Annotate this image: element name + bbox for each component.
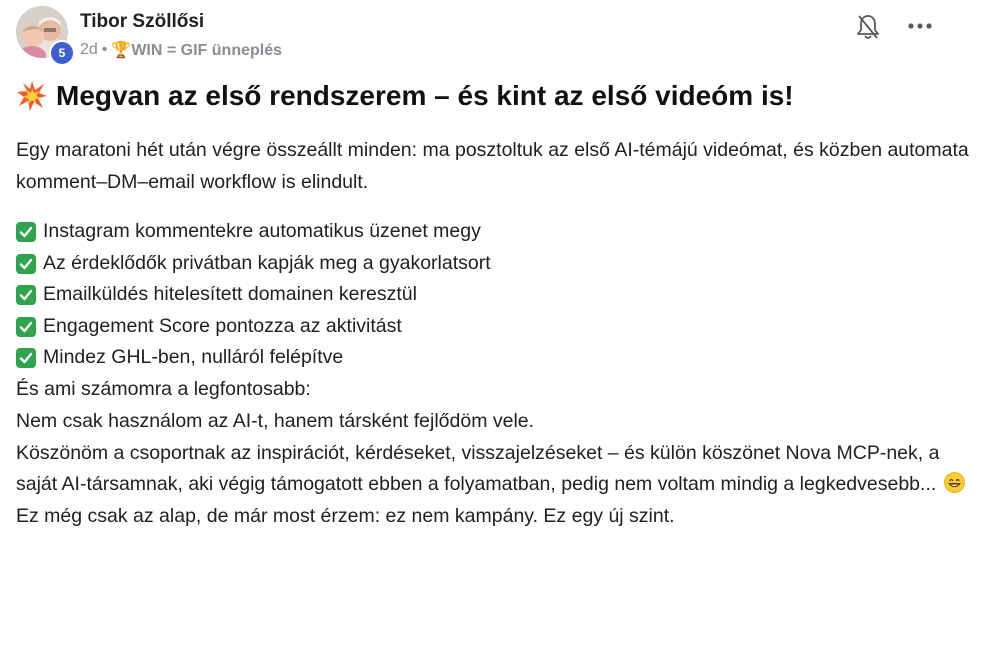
collision-icon — [16, 80, 48, 112]
check-mark-button-icon — [16, 348, 36, 368]
list-item — [16, 311, 976, 343]
list-item-text: Instagram kommentekre automatikus üzenet megy — [43, 220, 481, 243]
closing-paragraph: Ez még csak az alap, de már most érzem: ez nem kampány. Ez egy új szint. — [16, 505, 675, 528]
post-header — [14, 6, 986, 66]
list-item-text: Emailküldés hitelesített domainen keresztül — [43, 283, 417, 306]
post-meta — [80, 40, 282, 60]
meta-separator: • — [101, 41, 108, 58]
check-mark-button-icon — [16, 222, 36, 242]
list-item — [16, 217, 976, 249]
post-title — [16, 80, 794, 112]
highlight-line-1: És ami számomra a legfontosabb: — [16, 378, 311, 401]
check-mark-button-icon — [16, 254, 36, 274]
list-item — [16, 248, 976, 280]
level-badge: 5 — [49, 40, 75, 66]
author-name[interactable]: Tibor Szöllősi — [80, 11, 205, 32]
post-time[interactable]: 2d — [80, 41, 98, 58]
list-item — [16, 280, 976, 312]
more-horizontal-icon[interactable] — [905, 14, 935, 38]
thanks-text: Köszönöm a csoportnak az inspirációt, kérdéseket, visszajelzéseket – és külön köszönet Nova MCP-nek, a saját AI-társamnak, aki végig támogatott ebben a folyamatban, pedig nem voltam mindig a legkedvesebb... — [16, 441, 940, 496]
thanks-paragraph — [16, 438, 976, 502]
checklist — [16, 217, 976, 375]
check-mark-button-icon — [16, 285, 36, 305]
author-avatar-wrap[interactable] — [14, 6, 70, 62]
post-body — [16, 135, 976, 533]
bell-off-icon[interactable] — [855, 13, 881, 41]
grinning-face-icon — [944, 472, 965, 493]
post-title-text: Megvan az első rendszerem – és kint az első videóm is! — [56, 80, 794, 111]
list-item-text: Engagement Score pontozza az aktivitást — [43, 314, 402, 337]
intro-paragraph: Egy maratoni hét után végre összeállt minden: ma posztoltuk az első AI-témájú videómat, és közben automata komment–DM–email workflow is elindult. — [16, 139, 969, 193]
list-item-text: Mindez GHL-ben, nulláról felépítve — [43, 346, 344, 369]
list-item-text: Az érdeklődők privátban kapják meg a gyakorlatsort — [43, 251, 491, 274]
list-item — [16, 343, 976, 375]
post-category[interactable]: 🏆WIN = GIF ünneplés — [111, 42, 283, 59]
highlight-line-2: Nem csak használom az AI-t, hanem társként fejlődöm vele. — [16, 409, 535, 432]
check-mark-button-icon — [16, 317, 36, 337]
